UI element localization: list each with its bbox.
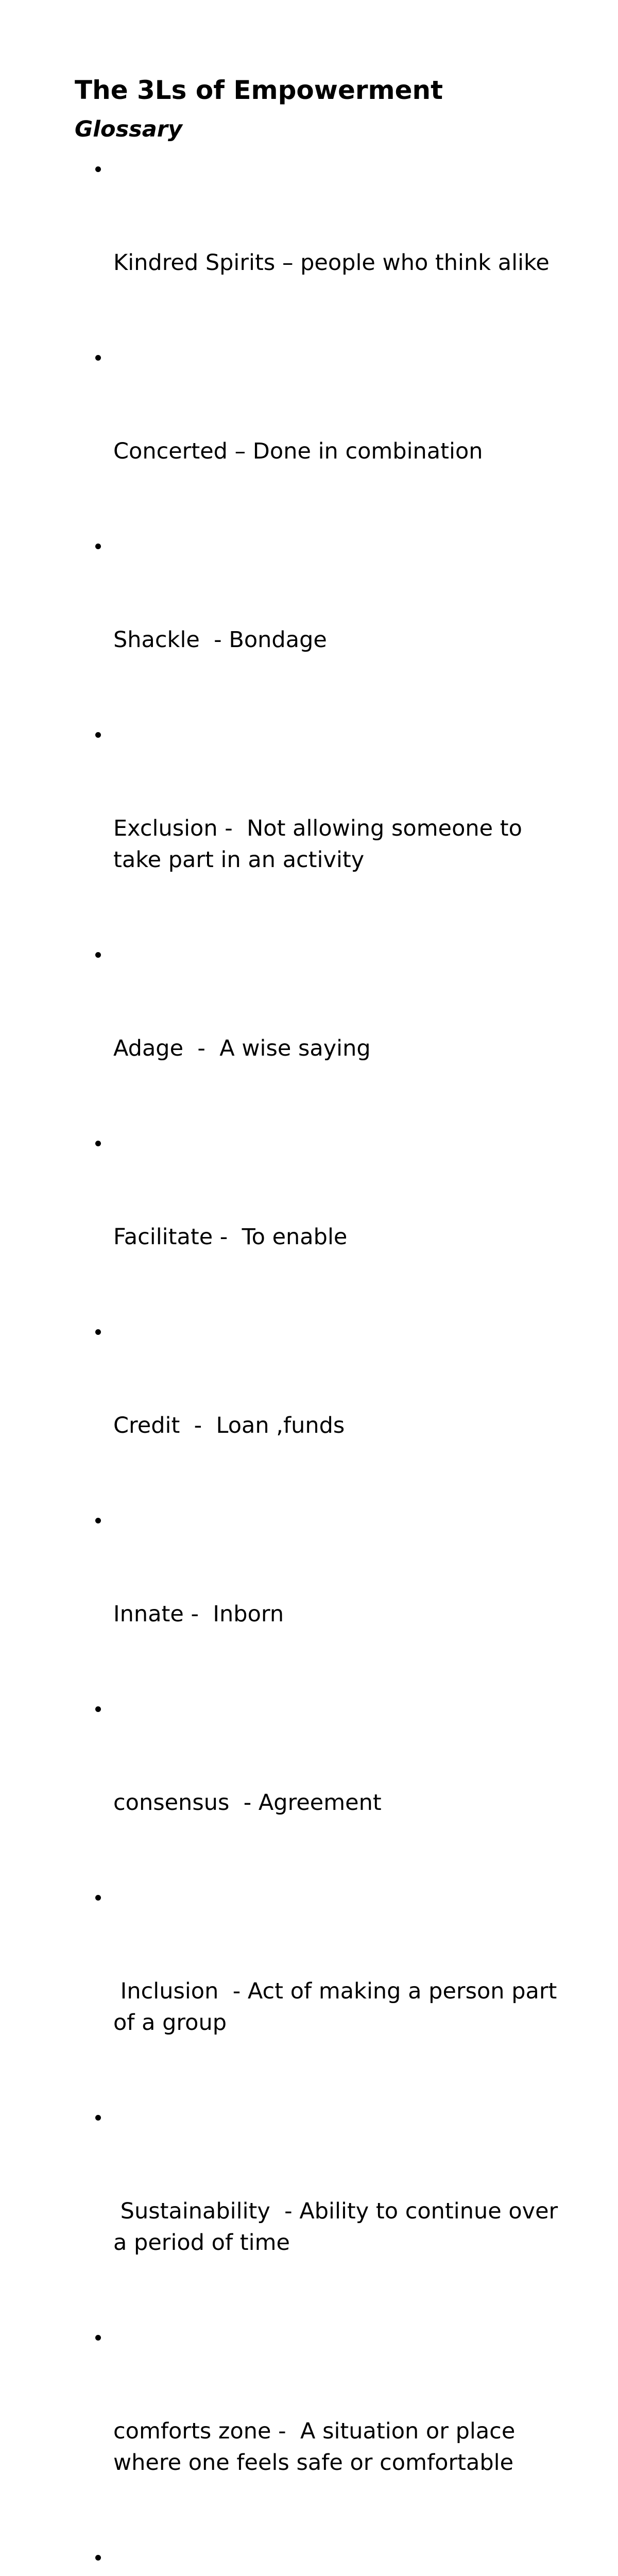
document-title: The 3Ls of Empowerment xyxy=(75,75,443,105)
glossary-entry: Shackle - Bondage xyxy=(113,627,327,653)
glossary-entry: Innate - Inborn xyxy=(113,1601,284,1627)
glossary-entry: Credit - Loan ,funds xyxy=(113,1413,345,1438)
list-item xyxy=(75,1504,569,1693)
bullet-icon xyxy=(95,1518,101,1523)
glossary-entry: Adage - A wise saying xyxy=(113,1036,371,1061)
glossary-entry: consensus - Agreement xyxy=(113,1790,382,1816)
glossary-entry: comforts zone - A situation or place where one feels safe or comfortable xyxy=(113,2418,522,2476)
list-item xyxy=(75,153,569,342)
list-item xyxy=(75,1882,569,2102)
glossary-entry: Sustainability - Ability to continue over a period of time xyxy=(113,2198,565,2256)
document-page xyxy=(75,75,569,2576)
glossary-entry: Facilitate - To enable xyxy=(113,1224,348,1250)
bullet-icon xyxy=(95,544,101,549)
glossary-heading: Glossary xyxy=(75,116,183,142)
bullet-icon xyxy=(95,2335,101,2341)
list-item xyxy=(75,939,569,1127)
bullet-icon xyxy=(95,166,101,172)
glossary-list xyxy=(75,153,569,2576)
bullet-icon xyxy=(95,1706,101,1712)
bullet-icon xyxy=(95,2555,101,2561)
bullet-icon xyxy=(95,1141,101,1146)
list-item xyxy=(75,530,569,719)
glossary-entry: Exclusion - Not allowing someone to take part in an activity xyxy=(113,816,529,873)
glossary-entry: Kindred Spirits – people who think alike xyxy=(113,250,550,276)
list-item xyxy=(75,1693,569,1882)
bullet-icon xyxy=(95,1329,101,1335)
bullet-icon xyxy=(95,1895,101,1901)
list-item xyxy=(75,1127,569,1316)
bullet-icon xyxy=(95,732,101,738)
list-item xyxy=(75,719,569,939)
bullet-icon xyxy=(95,355,101,361)
list-item xyxy=(75,1316,569,1504)
list-item xyxy=(75,2541,569,2576)
glossary-entry: Concerted – Done in combination xyxy=(113,438,483,464)
list-item xyxy=(75,2321,569,2541)
list-item xyxy=(75,342,569,530)
bullet-icon xyxy=(95,2115,101,2121)
list-item xyxy=(75,2102,569,2321)
bullet-icon xyxy=(95,952,101,958)
glossary-entry: Inclusion - Act of making a person part of a group xyxy=(113,1978,564,2036)
